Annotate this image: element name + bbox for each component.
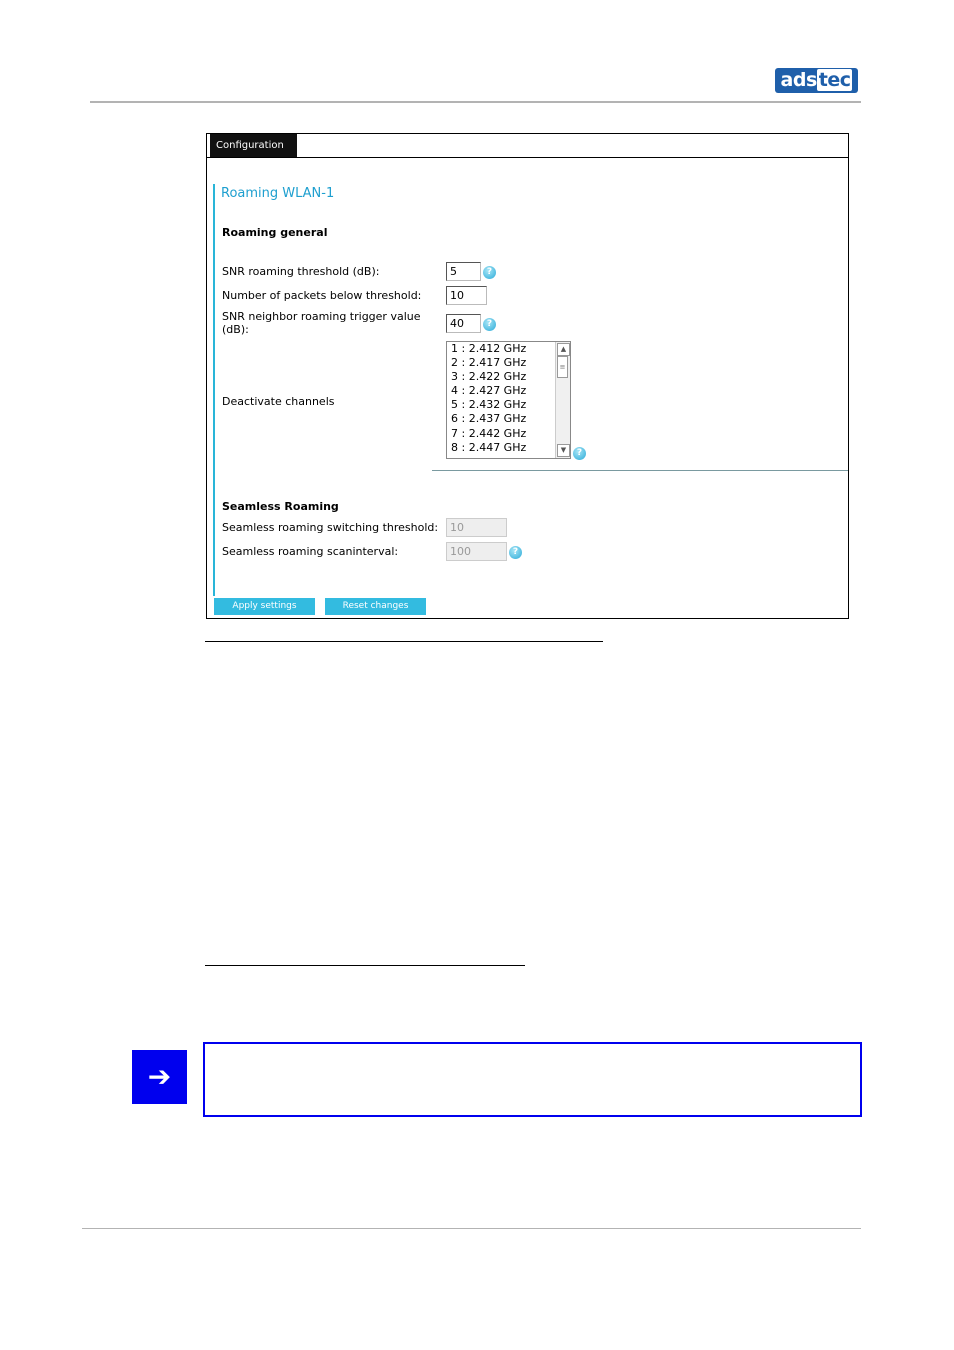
seamless-switching-label: Seamless roaming switching threshold:	[222, 521, 439, 534]
scroll-up-icon[interactable]: ▲	[557, 343, 570, 356]
help-icon[interactable]: ?	[483, 318, 496, 331]
logo-part-ads: ads	[780, 69, 817, 91]
section-divider	[432, 470, 848, 471]
note-box	[203, 1042, 862, 1117]
footer-rule	[82, 1228, 861, 1229]
text-rule	[205, 641, 603, 642]
seamless-roaming-heading: Seamless Roaming	[222, 500, 339, 513]
snr-threshold-input[interactable]: 5	[446, 262, 481, 281]
help-icon[interactable]: ?	[509, 546, 522, 559]
snr-neighbor-label-line2: (dB):	[222, 323, 249, 336]
list-item[interactable]: 4 : 2.427 GHz	[451, 384, 527, 398]
snr-neighbor-input[interactable]: 40	[446, 314, 481, 333]
seamless-scaninterval-input: 100	[446, 542, 507, 561]
listbox-scrollbar[interactable]	[555, 342, 570, 458]
packets-below-input[interactable]: 10	[446, 286, 487, 305]
snr-neighbor-label	[222, 310, 421, 336]
apply-settings-button[interactable]: Apply settings	[214, 598, 315, 615]
list-item[interactable]: 2 : 2.417 GHz	[451, 356, 527, 370]
deactivate-channels-label: Deactivate channels	[222, 395, 335, 408]
tab-configuration[interactable]: Configuration	[210, 134, 297, 157]
deactivate-channels-listbox[interactable]	[446, 341, 571, 459]
scroll-thumb[interactable]: ≡	[557, 356, 568, 378]
roaming-general-heading: Roaming general	[222, 226, 328, 239]
snr-threshold-label: SNR roaming threshold (dB):	[222, 265, 380, 278]
list-item[interactable]: 3 : 2.422 GHz	[451, 370, 527, 384]
list-item[interactable]: 6 : 2.437 GHz	[451, 412, 527, 426]
help-icon[interactable]: ?	[573, 447, 586, 460]
list-item[interactable]: 7 : 2.442 GHz	[451, 426, 527, 440]
seamless-scaninterval-label: Seamless roaming scaninterval:	[222, 545, 399, 558]
header-rule	[90, 101, 861, 103]
arrow-right-icon: ➔	[132, 1050, 187, 1104]
adstec-logo	[775, 68, 858, 93]
list-item[interactable]: 8 : 2.447 GHz	[451, 440, 527, 454]
reset-changes-button[interactable]: Reset changes	[325, 598, 426, 615]
list-item[interactable]: 1 : 2.412 GHz	[451, 342, 527, 355]
page-title: Roaming WLAN-1	[221, 186, 335, 201]
config-screenshot	[206, 133, 849, 619]
logo-part-tec: tec	[818, 69, 851, 91]
section-accent-bar	[213, 184, 215, 596]
scroll-down-icon[interactable]: ▼	[557, 444, 570, 457]
text-rule	[205, 965, 525, 966]
help-icon[interactable]: ?	[483, 266, 496, 279]
packets-below-label: Number of packets below threshold:	[222, 289, 422, 302]
snr-neighbor-label-line1: SNR neighbor roaming trigger value	[222, 310, 421, 323]
tab-bar	[207, 134, 848, 158]
seamless-switching-input: 10	[446, 518, 507, 537]
list-item[interactable]: 5 : 2.432 GHz	[451, 398, 527, 412]
